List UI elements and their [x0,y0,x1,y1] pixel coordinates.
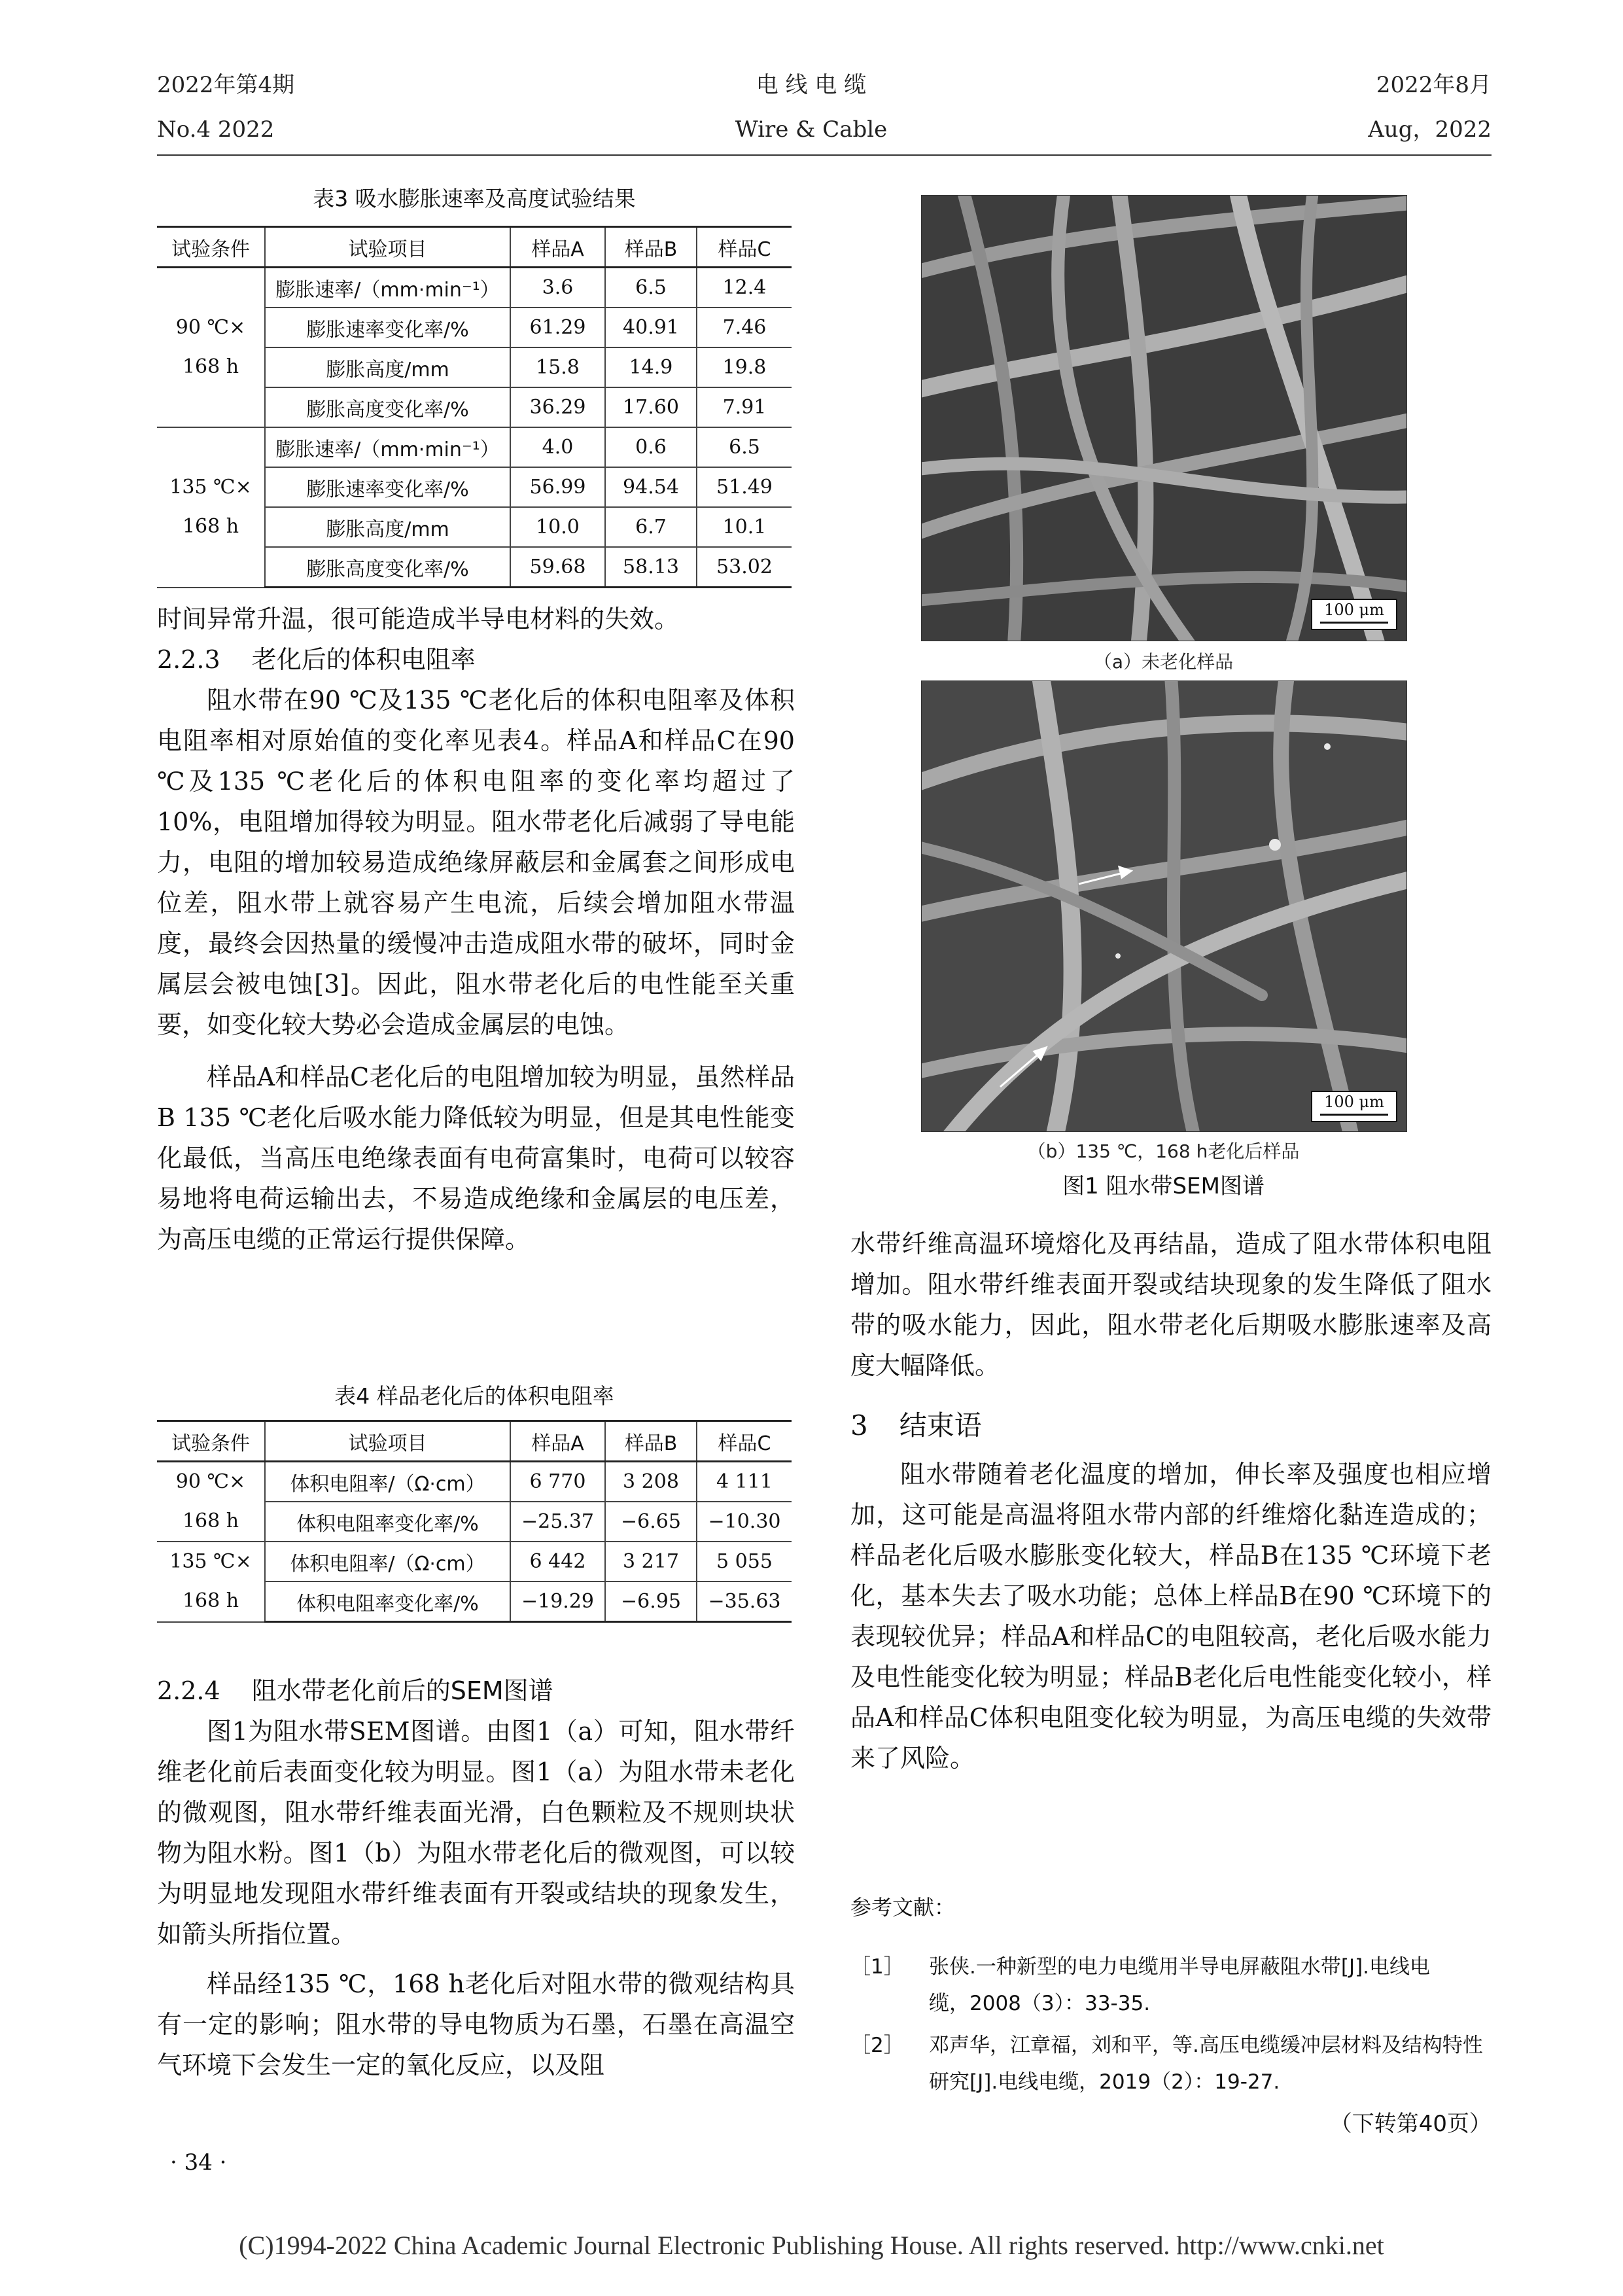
continued-note: （下转第40页） [1329,2111,1492,2137]
value-sample-a: −25.37 [510,1502,605,1542]
value-sample-a: 4.0 [510,427,605,467]
test-condition: 90 ℃× 168 h [157,1462,265,1542]
value-sample-c: 5 055 [697,1542,792,1581]
sem-image-unaged [921,195,1407,641]
value-sample-a: 10.0 [510,507,605,547]
figure-subcaption-a: （a）未老化样品 [1093,651,1234,673]
test-item: 膨胀高度/mm [265,507,510,547]
table-row [157,427,792,467]
value-sample-b: 6.7 [605,507,697,547]
table3-header: 样品A [510,227,605,268]
value-sample-a: 36.29 [510,387,605,427]
value-sample-c: 6.5 [697,427,792,467]
value-sample-b: 40.91 [605,308,697,347]
date-label: 2022年8月 [1376,72,1492,98]
table-row [157,268,792,308]
table3-header: 试验项目 [265,227,510,268]
test-item: 体积电阻率/（Ω·cm） [265,1462,510,1502]
test-item: 膨胀速率/（mm·min⁻¹） [265,427,510,467]
value-sample-b: 58.13 [605,547,697,588]
table4 [157,1420,792,1623]
journal-title-en: Wire & Cable [735,116,888,143]
table4-header: 样品B [605,1421,697,1462]
table-row [157,1542,792,1581]
paragraph: 阻水带随着老化温度的增加，伸长率及强度也相应增加，这可能是高温将阻水带内部的纤维熔化黏连造成的；样品老化后吸水膨胀变化较大，样品B在135 ℃环境下老化，基本失去了吸水功能；总体上样品B在90 ℃环境下的表现较优异；样品A和样品C的电阻较高，老化后吸水能力及电性能变化较为明显；样品B老化后电性能变化较小，样品A和样品C体积电阻变化较为明显，为高压电缆的失效带来了风险。 [850,1460,1492,1773]
value-sample-a: 61.29 [510,308,605,347]
value-sample-c: −35.63 [697,1581,792,1622]
header-rule [157,154,1492,156]
paragraph: 图1为阻水带SEM图谱。由图1（a）可知，阻水带纤维老化前后表面变化较为明显。图1（a）为阻水带未老化的微观图，阻水带纤维表面光滑，白色颗粒及不规则块状物为阻水粉。图1（b）为阻水带老化后的微观图，可以较为明显地发现阻水带纤维表面有开裂或结块的现象发生，如箭头所指位置。 [157,1717,795,1949]
sem-fibers-illustration [922,681,1406,1131]
value-sample-a: −19.29 [510,1581,605,1622]
value-sample-b: 0.6 [605,427,697,467]
value-sample-c: 4 111 [697,1462,792,1502]
page-number: · 34 · [170,2149,227,2176]
section-heading-2-2-3: 2.2.3 老化后的体积电阻率 [157,645,476,674]
value-sample-a: 6 770 [510,1462,605,1502]
value-sample-c: 7.91 [697,387,792,427]
paragraph: 阻水带在90 ℃及135 ℃老化后的体积电阻率及体积电阻率相对原始值的变化率见表4。样品A和样品C在90 ℃及135 ℃老化后的体积电阻率的变化率均超过了10%，电阻增加得较为明显。阻水带老化后减弱了导电能力，电阻的增加较易造成绝缘屏蔽层和金属套之间形成电位差，阻水带上就容易产生电流，后续会增加阻水带温度，最终会因热量的缓慢冲击造成阻水带的破坏，同时金属层会被电蚀[3]。因此，阻水带老化后的电性能至关重要，如变化较大势必会造成金属层的电蚀。 [157,686,795,1039]
table3 [157,226,792,588]
value-sample-c: 51.49 [697,467,792,507]
table4-header: 样品C [697,1421,792,1462]
table4-caption: 表4 样品老化后的体积电阻率 [334,1383,614,1409]
table3-header: 试验条件 [157,227,265,268]
table-row [157,1462,792,1502]
table3-header: 样品C [697,227,792,268]
copyright-footer: (C)1994-2022 China Academic Journal Electronic Publishing House. All rights reserved. http://www.cnki.net [239,2231,1384,2260]
test-item: 膨胀高度/mm [265,347,510,387]
reference-item: ［2］ 邓声华，江章福，刘和平，等.高压电缆缓冲层材料及结构特性 研究[J].电线电缆，2019（2）：19-27. [850,2034,1483,2094]
sem-fibers-illustration [922,196,1406,641]
figure-subcaption-b: （b）135 ℃，168 h老化后样品 [1027,1140,1300,1162]
issue-label: 2022年第4期 [157,72,295,98]
value-sample-a: 3.6 [510,268,605,308]
test-item: 膨胀高度变化率/% [265,387,510,427]
table3-header: 样品B [605,227,697,268]
table4-header: 试验项目 [265,1421,510,1462]
journal-title: 电 线 电 缆 [756,72,867,98]
value-sample-b: 3 217 [605,1542,697,1581]
value-sample-c: −10.30 [697,1502,792,1542]
value-sample-b: −6.65 [605,1502,697,1542]
value-sample-c: 7.46 [697,308,792,347]
value-sample-c: 53.02 [697,547,792,588]
sem-image-aged [921,680,1407,1132]
test-item: 体积电阻率变化率/% [265,1581,510,1622]
test-item: 膨胀速率变化率/% [265,308,510,347]
value-sample-c: 19.8 [697,347,792,387]
figure-caption: 图1 阻水带SEM图谱 [1062,1173,1265,1199]
test-condition: 135 ℃× 168 h [157,1542,265,1622]
value-sample-b: 17.60 [605,387,697,427]
value-sample-c: 10.1 [697,507,792,547]
value-sample-a: 56.99 [510,467,605,507]
section-heading-2-2-4: 2.2.4 阻水带老化前后的SEM图谱 [157,1676,553,1705]
value-sample-b: 94.54 [605,467,697,507]
value-sample-b: 3 208 [605,1462,697,1502]
left-column [157,599,795,1260]
paragraph: 样品A和样品C老化后的电阻增加较为明显，虽然样品B 135 ℃老化后吸水能力降低较为明显，但是其电性能变化最低，当高压电绝缘表面有电荷富集时，电荷可以较容易地将电荷运输出去，不易造成绝缘和金属层的电压差，为高压电缆的正常运行提供保障。 [157,1063,795,1254]
value-sample-b: 14.9 [605,347,697,387]
paragraph: 样品经135 ℃，168 h老化后对阻水带的微观结构具有一定的影响；阻水带的导电物质为石墨，石墨在高温空气环境下会发生一定的氧化反应，以及阻 [157,1969,795,2079]
test-condition: 90 ℃× 168 h [157,268,265,428]
reference-item: ［1］ 张侠.一种新型的电力电缆用半导电屏蔽阻水带[J].电线电 缆，2008（3）：33-35. [850,1955,1431,2015]
table3-caption: 表3 吸水膨胀速率及高度试验结果 [313,186,636,211]
value-sample-b: 6.5 [605,268,697,308]
scale-bar: 100 μm [1311,599,1397,630]
value-sample-c: 12.4 [697,268,792,308]
table4-header: 样品A [510,1421,605,1462]
table4-header: 试验条件 [157,1421,265,1462]
left-column-lower [157,1670,795,2085]
paragraph: 时间异常升温，很可能造成半导电材料的失效。 [157,605,680,633]
test-item: 膨胀高度变化率/% [265,547,510,588]
value-sample-a: 6 442 [510,1542,605,1581]
test-item: 体积电阻率变化率/% [265,1502,510,1542]
right-column [850,1224,1492,1778]
test-condition: 135 ℃× 168 h [157,427,265,588]
value-sample-a: 15.8 [510,347,605,387]
paragraph: 水带纤维高温环境熔化及再结晶，造成了阻水带体积电阻增加。阻水带纤维表面开裂或结块现象的发生降低了阻水带的吸水能力，因此，阻水带老化后期吸水膨胀速率及高度大幅降低。 [850,1229,1492,1380]
date-label-en: Aug，2022 [1368,116,1492,143]
value-sample-a: 59.68 [510,547,605,588]
test-item: 体积电阻率/（Ω·cm） [265,1542,510,1581]
section-heading-3: 3 结束语 [850,1409,982,1441]
scale-bar: 100 μm [1311,1091,1397,1122]
value-sample-b: −6.95 [605,1581,697,1622]
test-item: 膨胀速率变化率/% [265,467,510,507]
references-title: 参考文献： [850,1895,956,1920]
issue-label-en: No.4 2022 [157,116,275,143]
test-item: 膨胀速率/（mm·min⁻¹） [265,268,510,308]
